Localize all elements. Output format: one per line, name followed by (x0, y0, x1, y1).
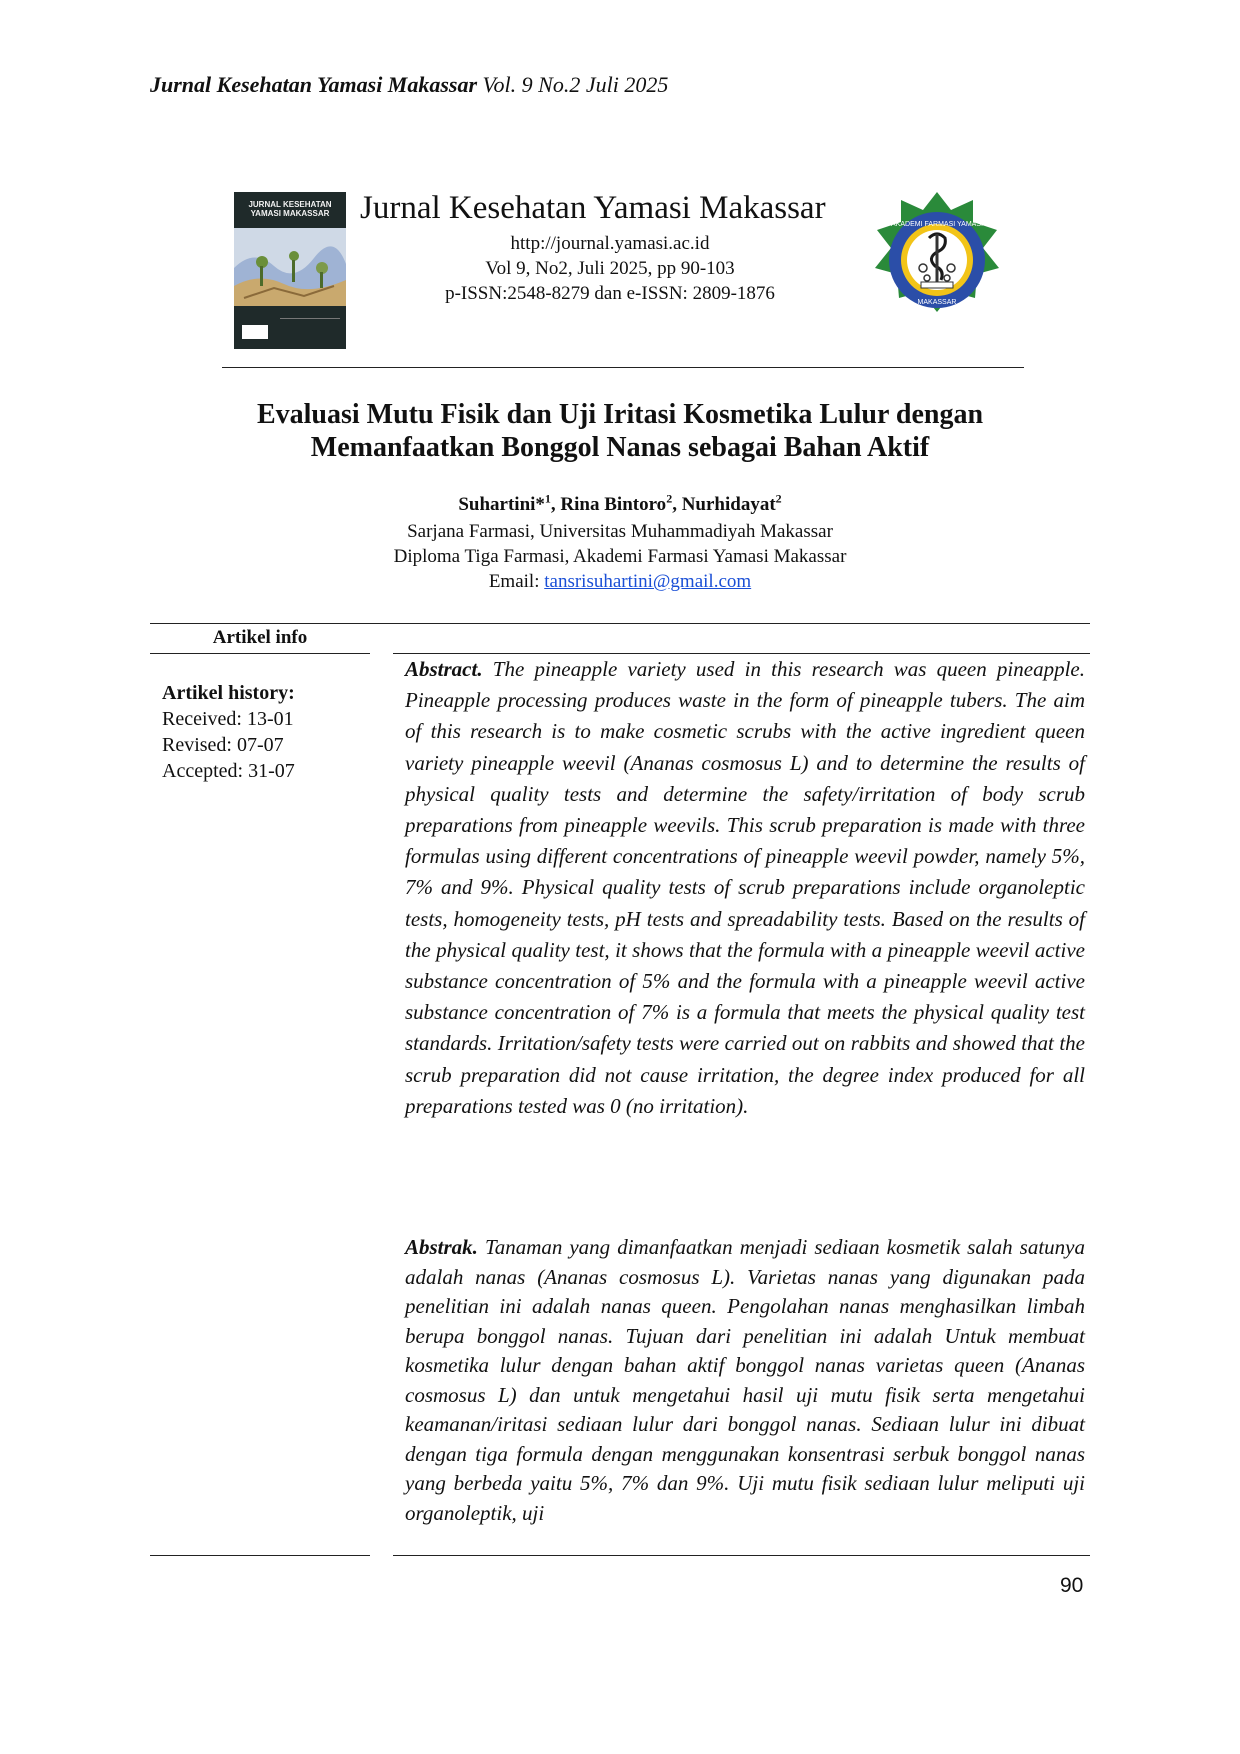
author-3: Nurhidayat$^2$ (681, 492, 782, 516)
journal-issn: p-ISSN:2548-8279 dan e-ISSN: 2809-1876 (445, 283, 775, 304)
article-info-heading: Artikel info (212, 627, 308, 648)
email-link[interactable]: tansrisuhartini@gmail.com (544, 571, 752, 592)
header-rule (222, 367, 1024, 368)
logo-bottom-text: MAKASSAR (917, 299, 957, 306)
history-received: Received: 13-01 (162, 708, 294, 730)
cover-footer-text (280, 318, 340, 341)
running-head (150, 72, 668, 98)
affiliation-1: Sarjana Farmasi, Universitas Muhammadiyah Makassar (407, 521, 833, 542)
journal-cover-image (234, 192, 346, 349)
running-head-journal: Jurnal Kesehatan Yamasi Makassar (150, 72, 478, 97)
email-line (150, 571, 1090, 593)
institution-logo (862, 190, 1012, 330)
article-info-rule (150, 653, 370, 654)
article-title-line1: Evaluasi Mutu Fisik dan Uji Iritasi Kosmetika Lulur dengan (256, 399, 984, 430)
history-heading: Artikel history: (162, 682, 295, 704)
cover-illustration (234, 228, 346, 306)
section-rule (150, 623, 1090, 624)
author-1: Suhartini*$^1$, (458, 492, 561, 516)
journal-url: http://journal.yamasi.ac.id (510, 233, 710, 254)
article-title-line2: Memanfaatkan Bonggol Nanas sebagai Bahan Aktif (310, 432, 930, 463)
affiliation-2: Diploma Tiga Farmasi, Akademi Farmasi Yamasi Makassar (393, 546, 847, 567)
journal-volume: Vol 9, No2, Juli 2025, pp 90-103 (485, 258, 735, 279)
bottom-rule-left (150, 1555, 370, 1556)
bottom-rule-right (393, 1555, 1090, 1556)
cover-title: JURNAL KESEHATAN YAMASI MAKASSAR (248, 200, 332, 218)
article-title (150, 398, 1090, 464)
abstract-indonesian (405, 1233, 1085, 1528)
abstract-english (405, 654, 1085, 1122)
history-revised: Revised: 07-07 (162, 734, 284, 756)
cover-barcode (242, 325, 268, 339)
page-number: 90 (1060, 1574, 1084, 1597)
logo-top-text: AKADEMI FARMASI YAMASI (891, 221, 983, 228)
abstract-indonesian-body: Tanaman yang dimanfaatkan menjadi sediaan kosmetik salah satunya adalah nanas (Ananas cosmosus L). Varietas nanas yang digunakan pada penelitian ini adalah nanas queen. Pengolahan nanas menghasilkan limbah berupa bonggol nanas. Tujuan dari penelitian ini adalah Untuk membuat kosmetika lulur dengan bahan aktif bonggol nanas varietas queen (Ananas cosmosus L) dan untuk mengetahui hasil uji mutu fisik serta mengetahui keamanan/iritasi sediaan lulur dari bonggol nanas. Sediaan lulur ini dibuat dengan tiga formula dengan menggunakan konsentrasi serbuk bonggol nanas yang berbeda yaitu 5%, 7% dan 9%. Uji mutu fisik sediaan lulur meliputi uji organoleptik, uji (405, 1235, 1085, 1525)
history-accepted: Accepted: 31-07 (162, 760, 295, 782)
author-list (150, 492, 1090, 516)
abstract-english-body: The pineapple variety used in this research was queen pineapple. Pineapple processing produces waste in the form of pineapple tubers. The aim of this research is to make cosmetic scrubs with the active ingredient queen variety pineapple weevil (Ananas cosmosus L) and to determine the results of physical quality tests and determine the safety/irritation of body scrub preparations from pineapple weevils. This scrub preparation is made with three formulas using different concentrations of pineapple weevil powder, namely 5%, 7% and 9%. Physical quality tests of scrub preparations include organoleptic tests, homogeneity tests, pH tests and spreadability tests. Based on the results of the physical quality test, it shows that the formula with a pineapple weevil active substance concentration of 5% and the formula with a pineapple weevil active substance concentration of 7% is a formula that meets the physical quality test standards. Irritation/safety tests were carried out on rabbits and showed that the scrub preparation did not cause irritation, the degree index produced for all preparations tested was 0 (no irritation). (405, 657, 1085, 1118)
author-2: Rina Bintoro$^2$, (560, 492, 682, 516)
abstract-indonesian-label: Abstrak. (405, 1235, 478, 1259)
running-head-issue: Vol. 9 No.2 Juli 2025 (482, 72, 669, 97)
journal-name: Jurnal Kesehatan Yamasi Makassar (360, 190, 826, 226)
email-label: Email: (488, 571, 545, 592)
abstract-english-label: Abstract. (405, 657, 483, 681)
